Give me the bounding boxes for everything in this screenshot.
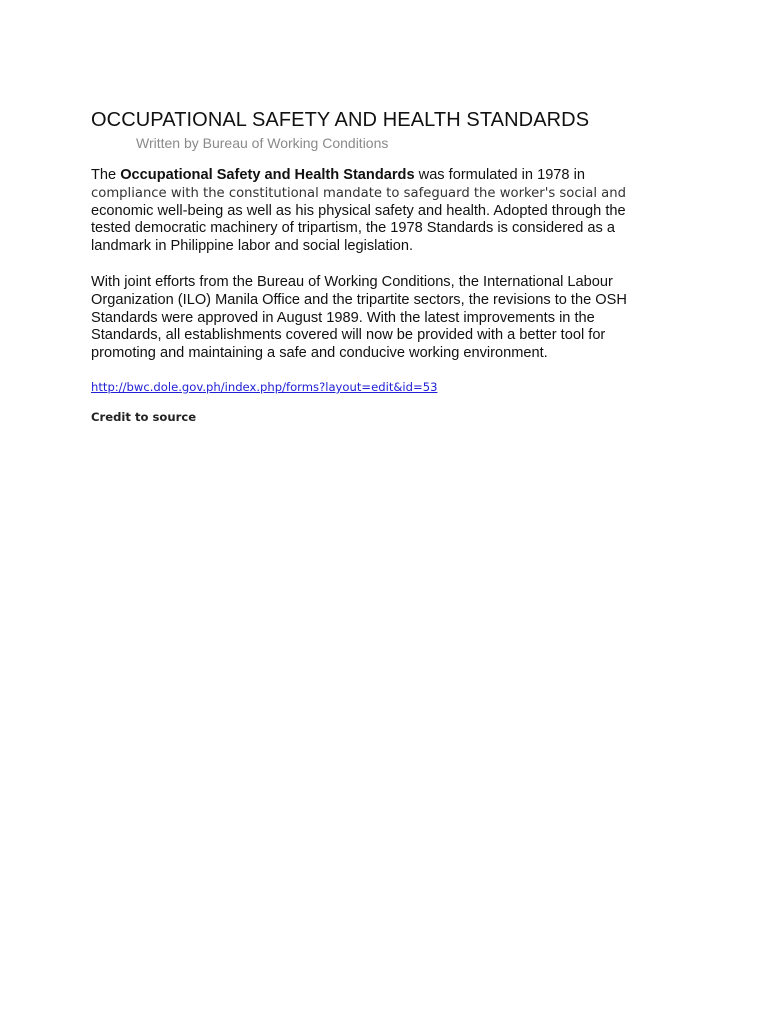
document-title: OCCUPATIONAL SAFETY AND HEALTH STANDARDS	[91, 109, 590, 131]
credit-line: Credit to source	[91, 409, 197, 424]
paragraph-intro-lead: The	[91, 167, 121, 183]
author-byline: Written by Bureau of Working Conditions	[136, 135, 389, 151]
paragraph-intro	[91, 167, 661, 256]
document-content	[91, 108, 661, 425]
source-link[interactable]: http://bwc.dole.gov.ph/index.php/forms?layout=edit&id=53	[91, 379, 438, 394]
paragraph-intro-after-bold: was formulated in 1978 in	[414, 167, 585, 183]
paragraph-intro-mandate-line: compliance with the constitutional mandate to safeguard the worker's social and	[91, 185, 626, 201]
paragraph-revisions: With joint efforts from the Bureau of Working Conditions, the International Labour Organization (ILO) Manila Office and the tripartite sectors, the revisions to the OSH Standards were approved in August 1989. With the latest improvements in the Standards, all establishments covered will now be provided with a better tool for promoting and maintaining a safe and conducive working environment.	[91, 273, 627, 362]
standards-name-bold: Occupational Safety and Health Standards	[120, 167, 415, 183]
paragraph-intro-rest: economic well-being as well as his physical safety and health. Adopted through the tested democratic machinery of tripartism, the 1978 Standards is considered as a landmark in Philippine labor and social legislation.	[91, 202, 626, 255]
